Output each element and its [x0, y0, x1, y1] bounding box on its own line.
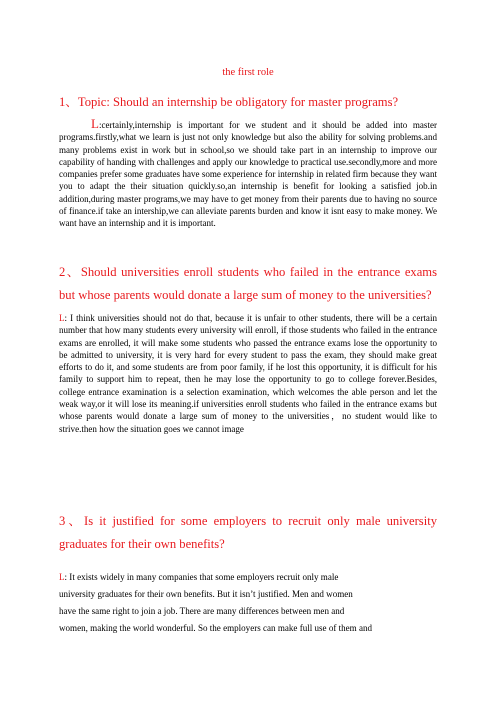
question-topic: Should universities enroll students who failed in the entrance exams but whose parents would donate a large sum of money to the universities? [59, 265, 438, 302]
question-3-heading [59, 510, 437, 555]
answer-1 [59, 118, 437, 230]
answer-line: have the same right to join a job. There are many differences between men and [59, 606, 345, 616]
question-topic: Topic: Should an internship be obligatory for master programs? [77, 95, 399, 109]
role-title: the first role [222, 67, 274, 78]
answer-line: university graduates for their own benefits. But it isn’t justified. Men and women [59, 589, 353, 599]
speaker-label: L [59, 313, 65, 323]
question-topic: Is it justified for some employers to recruit only male university graduates for their own benefits? [59, 514, 437, 551]
speaker-label: L [91, 116, 99, 131]
answer-line: women, making the world wonderful. So the employers can make full use of them and [59, 623, 373, 633]
answer-text: : I think universities should not do that, because it is unfair to other students, there will be a certain number that how many students every university will enroll, if those students who failed in the entrance exams are enrolled, it will make some students who passed the entrance exams lose the opportunity to be admitted to university, it is very hard for every student to pass the exam, they should make great efforts to do it, and some students are from poor family, if he lost this opportunity, it is difficult for his family to support him to repeat, then he may lose the opportunity to go to college forever.Besides, college entrance examination is a selection examination, which welcomes the able person and let the weak way,or it will lose its meaning.if universities enroll students who failed in the entrance exams but whose parents would donate a large sum of money to the universities，no student would like to strive.then how the situation goes we cannot image [59, 313, 437, 434]
question-number: 2、 [59, 265, 81, 279]
answer-3 [59, 569, 437, 637]
question-number: 3、 [59, 514, 84, 528]
question-2-heading [59, 261, 437, 306]
answer-line: L: It exists widely in many companies that some employers recruit only male [59, 572, 339, 582]
speaker-label: L [59, 572, 65, 582]
answer-2 [59, 312, 437, 435]
answer-text: :certainly,internship is important for we student and it should be added into master programs.firstly,what we learn is just not only knowledge but also the ability for solving problems.and many problems exist in work but in school,so we should take part in an internship to improve our capability of handing with challenges and apply our knowledge to practical use.secondly,more and more companies prefer some graduates have some experience for internship in related firm because they want you to adapt the their situation quickly.so,an internship is benefit for looking a satisfied job.in addition,during master programs,we may have to get money from their parents due to having no source of finance.if take an intership,we can alleviate parents burden and know it isnt easy to make money. We want have an internship and it is important. [59, 120, 437, 229]
question-1-heading [59, 91, 437, 114]
question-number: 1、 [59, 95, 78, 109]
